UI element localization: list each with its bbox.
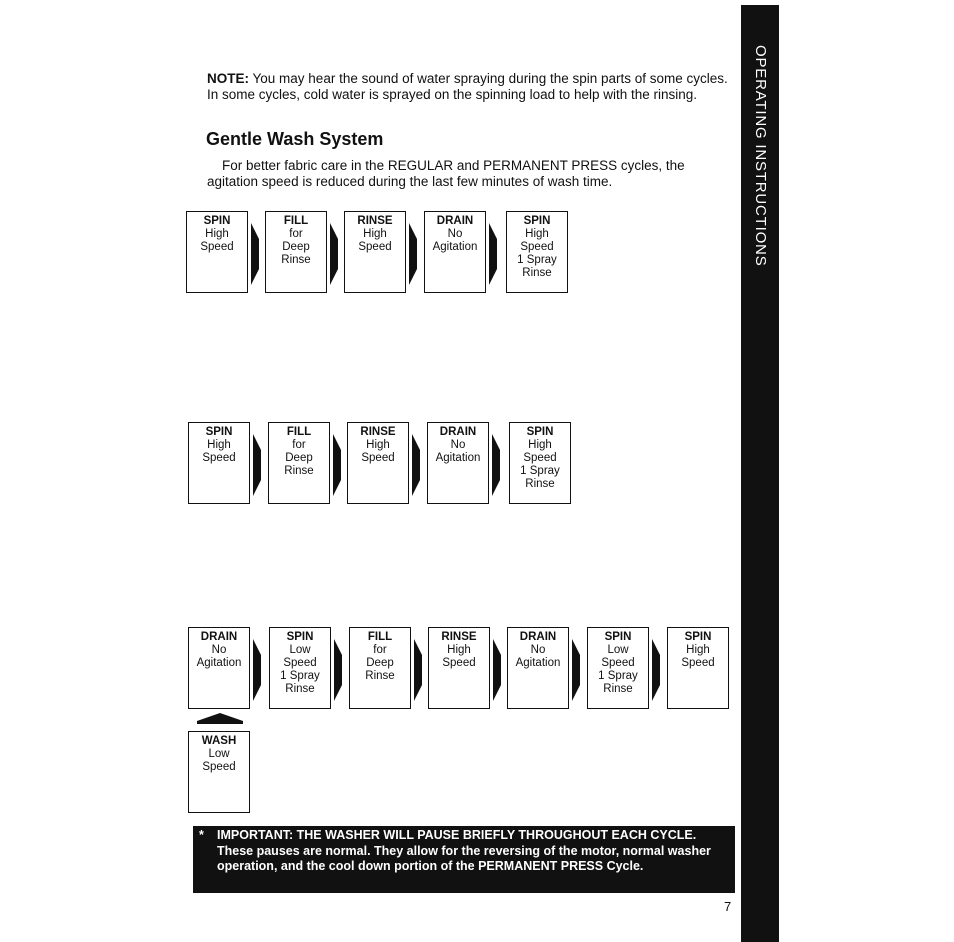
cycle-step-line: High <box>525 228 549 240</box>
cycle-step-box <box>269 627 331 709</box>
cycle-step-box <box>349 627 411 709</box>
cycle-step-line: 1 Spray <box>280 670 320 682</box>
cycle-step-box <box>347 422 409 504</box>
cycle-step-line: Low <box>607 644 629 656</box>
note-paragraph <box>207 71 732 102</box>
cycle-step-line: Deep <box>366 657 394 669</box>
note-text: You may hear the sound of water spraying during the spin parts of some cycles. In some cycles, cold water is sprayed on the spinning load to help with the rinsing. <box>207 71 728 102</box>
cycle-step-line: High <box>205 228 229 240</box>
cycle-step-box <box>587 627 649 709</box>
cycle-step-box <box>667 627 729 709</box>
cycle-step-box <box>186 211 248 293</box>
wash-step-line: Speed <box>202 761 236 773</box>
section-intro: For better fabric care in the REGULAR and PERMANENT PRESS cycles, the agitation speed is reduced during the last few minutes of wash time. <box>207 158 685 189</box>
wash-step-line: Low <box>208 748 230 760</box>
right-arrow-icon <box>492 639 502 701</box>
cycle-step-box <box>507 627 569 709</box>
right-arrow-icon <box>413 639 423 701</box>
cycle-step-label: DRAIN <box>439 426 477 438</box>
cycle-step-label: SPIN <box>203 215 231 227</box>
cycle-step-label: SPIN <box>684 631 712 643</box>
cycle-step-line: Rinse <box>281 254 311 266</box>
cycle-step-box <box>268 422 330 504</box>
cycle-step-line: No <box>447 228 463 240</box>
cycle-step-line: Speed <box>520 241 554 253</box>
cycle-step-line: Speed <box>361 452 395 464</box>
up-arrow-icon <box>197 712 243 724</box>
cycle-step-line: Agitation <box>435 452 481 464</box>
right-arrow-icon <box>411 434 421 496</box>
cycle-step-label: SPIN <box>604 631 632 643</box>
section-heading: Gentle Wash System <box>206 129 384 149</box>
page-number: 7 <box>724 899 732 914</box>
cycle-step-line: Agitation <box>196 657 242 669</box>
cycle-step-line: Rinse <box>603 683 633 695</box>
cycle-step-line: No <box>450 439 466 451</box>
cycle-step-line: Deep <box>282 241 310 253</box>
cycle-step-label: DRAIN <box>519 631 557 643</box>
cycle-step-line: Low <box>289 644 311 656</box>
cycle-step-line: High <box>447 644 471 656</box>
cycle-step-line: Speed <box>442 657 476 669</box>
cycle-step-label: RINSE <box>360 426 396 438</box>
cycle-step-box <box>344 211 406 293</box>
cycle-step-line: Rinse <box>365 670 395 682</box>
cycle-step-line: No <box>211 644 227 656</box>
cycle-step-line: Speed <box>601 657 635 669</box>
cycle-step-line: for <box>373 644 387 656</box>
cycle-step-label: DRAIN <box>200 631 238 643</box>
cycle-step-line: High <box>686 644 710 656</box>
right-arrow-icon <box>488 223 498 285</box>
cycle-step-line: High <box>528 439 552 451</box>
section-tab-title: OPERATING INSTRUCTIONS <box>752 45 769 267</box>
cycle-step-line: 1 Spray <box>598 670 638 682</box>
cycle-step-line: for <box>289 228 303 240</box>
cycle-step-line: Agitation <box>515 657 561 669</box>
wash-step-box <box>188 731 250 813</box>
right-arrow-icon <box>252 639 262 701</box>
cycle-step-line: Rinse <box>522 267 552 279</box>
right-arrow-icon <box>491 434 501 496</box>
cycle-step-label: SPIN <box>205 426 233 438</box>
cycle-step-line: High <box>366 439 390 451</box>
cycle-step-line: Rinse <box>285 683 315 695</box>
right-arrow-icon <box>329 223 339 285</box>
cycle-step-line: Speed <box>202 452 236 464</box>
cycle-step-label: SPIN <box>526 426 554 438</box>
cycle-step-line: Speed <box>681 657 715 669</box>
cycle-step-line: Deep <box>285 452 313 464</box>
cycle-step-box <box>188 422 250 504</box>
cycle-step-line: Rinse <box>525 478 555 490</box>
right-arrow-icon <box>252 434 262 496</box>
right-arrow-icon <box>651 639 661 701</box>
cycle-step-line: Speed <box>523 452 557 464</box>
right-arrow-icon <box>333 639 343 701</box>
cycle-step-box <box>265 211 327 293</box>
cycle-step-line: 1 Spray <box>520 465 560 477</box>
cycle-step-line: Rinse <box>284 465 314 477</box>
cycle-step-line: Agitation <box>432 241 478 253</box>
cycle-step-line: Speed <box>358 241 392 253</box>
cycle-step-line: for <box>292 439 306 451</box>
cycle-step-label: RINSE <box>441 631 477 643</box>
cycle-step-box <box>506 211 568 293</box>
important-title: IMPORTANT: THE WASHER WILL PAUSE BRIEFLY THROUGHOUT EACH CYCLE. <box>217 828 697 842</box>
wash-step-label: WASH <box>201 735 237 747</box>
cycle-step-box <box>188 627 250 709</box>
cycle-step-label: DRAIN <box>436 215 474 227</box>
right-arrow-icon <box>332 434 342 496</box>
important-banner <box>193 826 735 893</box>
important-text: These pauses are normal. They allow for the reversing of the motor, normal washer operation, and the cool down portion of the PERMANENT PRESS Cycle. <box>217 843 711 873</box>
cycle-step-box <box>428 627 490 709</box>
cycle-step-label: FILL <box>286 426 312 438</box>
cycle-step-line: High <box>363 228 387 240</box>
cycle-step-line: No <box>530 644 546 656</box>
cycle-step-line: High <box>207 439 231 451</box>
cycle-step-line: Speed <box>200 241 234 253</box>
cycle-step-box <box>424 211 486 293</box>
note-label: NOTE: <box>207 71 249 86</box>
right-arrow-icon <box>250 223 260 285</box>
cycle-step-label: FILL <box>367 631 393 643</box>
cycle-step-label: SPIN <box>286 631 314 643</box>
cycle-step-label: SPIN <box>523 215 551 227</box>
cycle-step-label: FILL <box>283 215 309 227</box>
section-tab <box>741 5 779 942</box>
asterisk: * <box>199 828 204 842</box>
cycle-step-line: 1 Spray <box>517 254 557 266</box>
cycle-step-label: RINSE <box>357 215 393 227</box>
cycle-step-line: Speed <box>283 657 317 669</box>
right-arrow-icon <box>571 639 581 701</box>
cycle-step-box <box>509 422 571 504</box>
cycle-step-box <box>427 422 489 504</box>
right-arrow-icon <box>408 223 418 285</box>
